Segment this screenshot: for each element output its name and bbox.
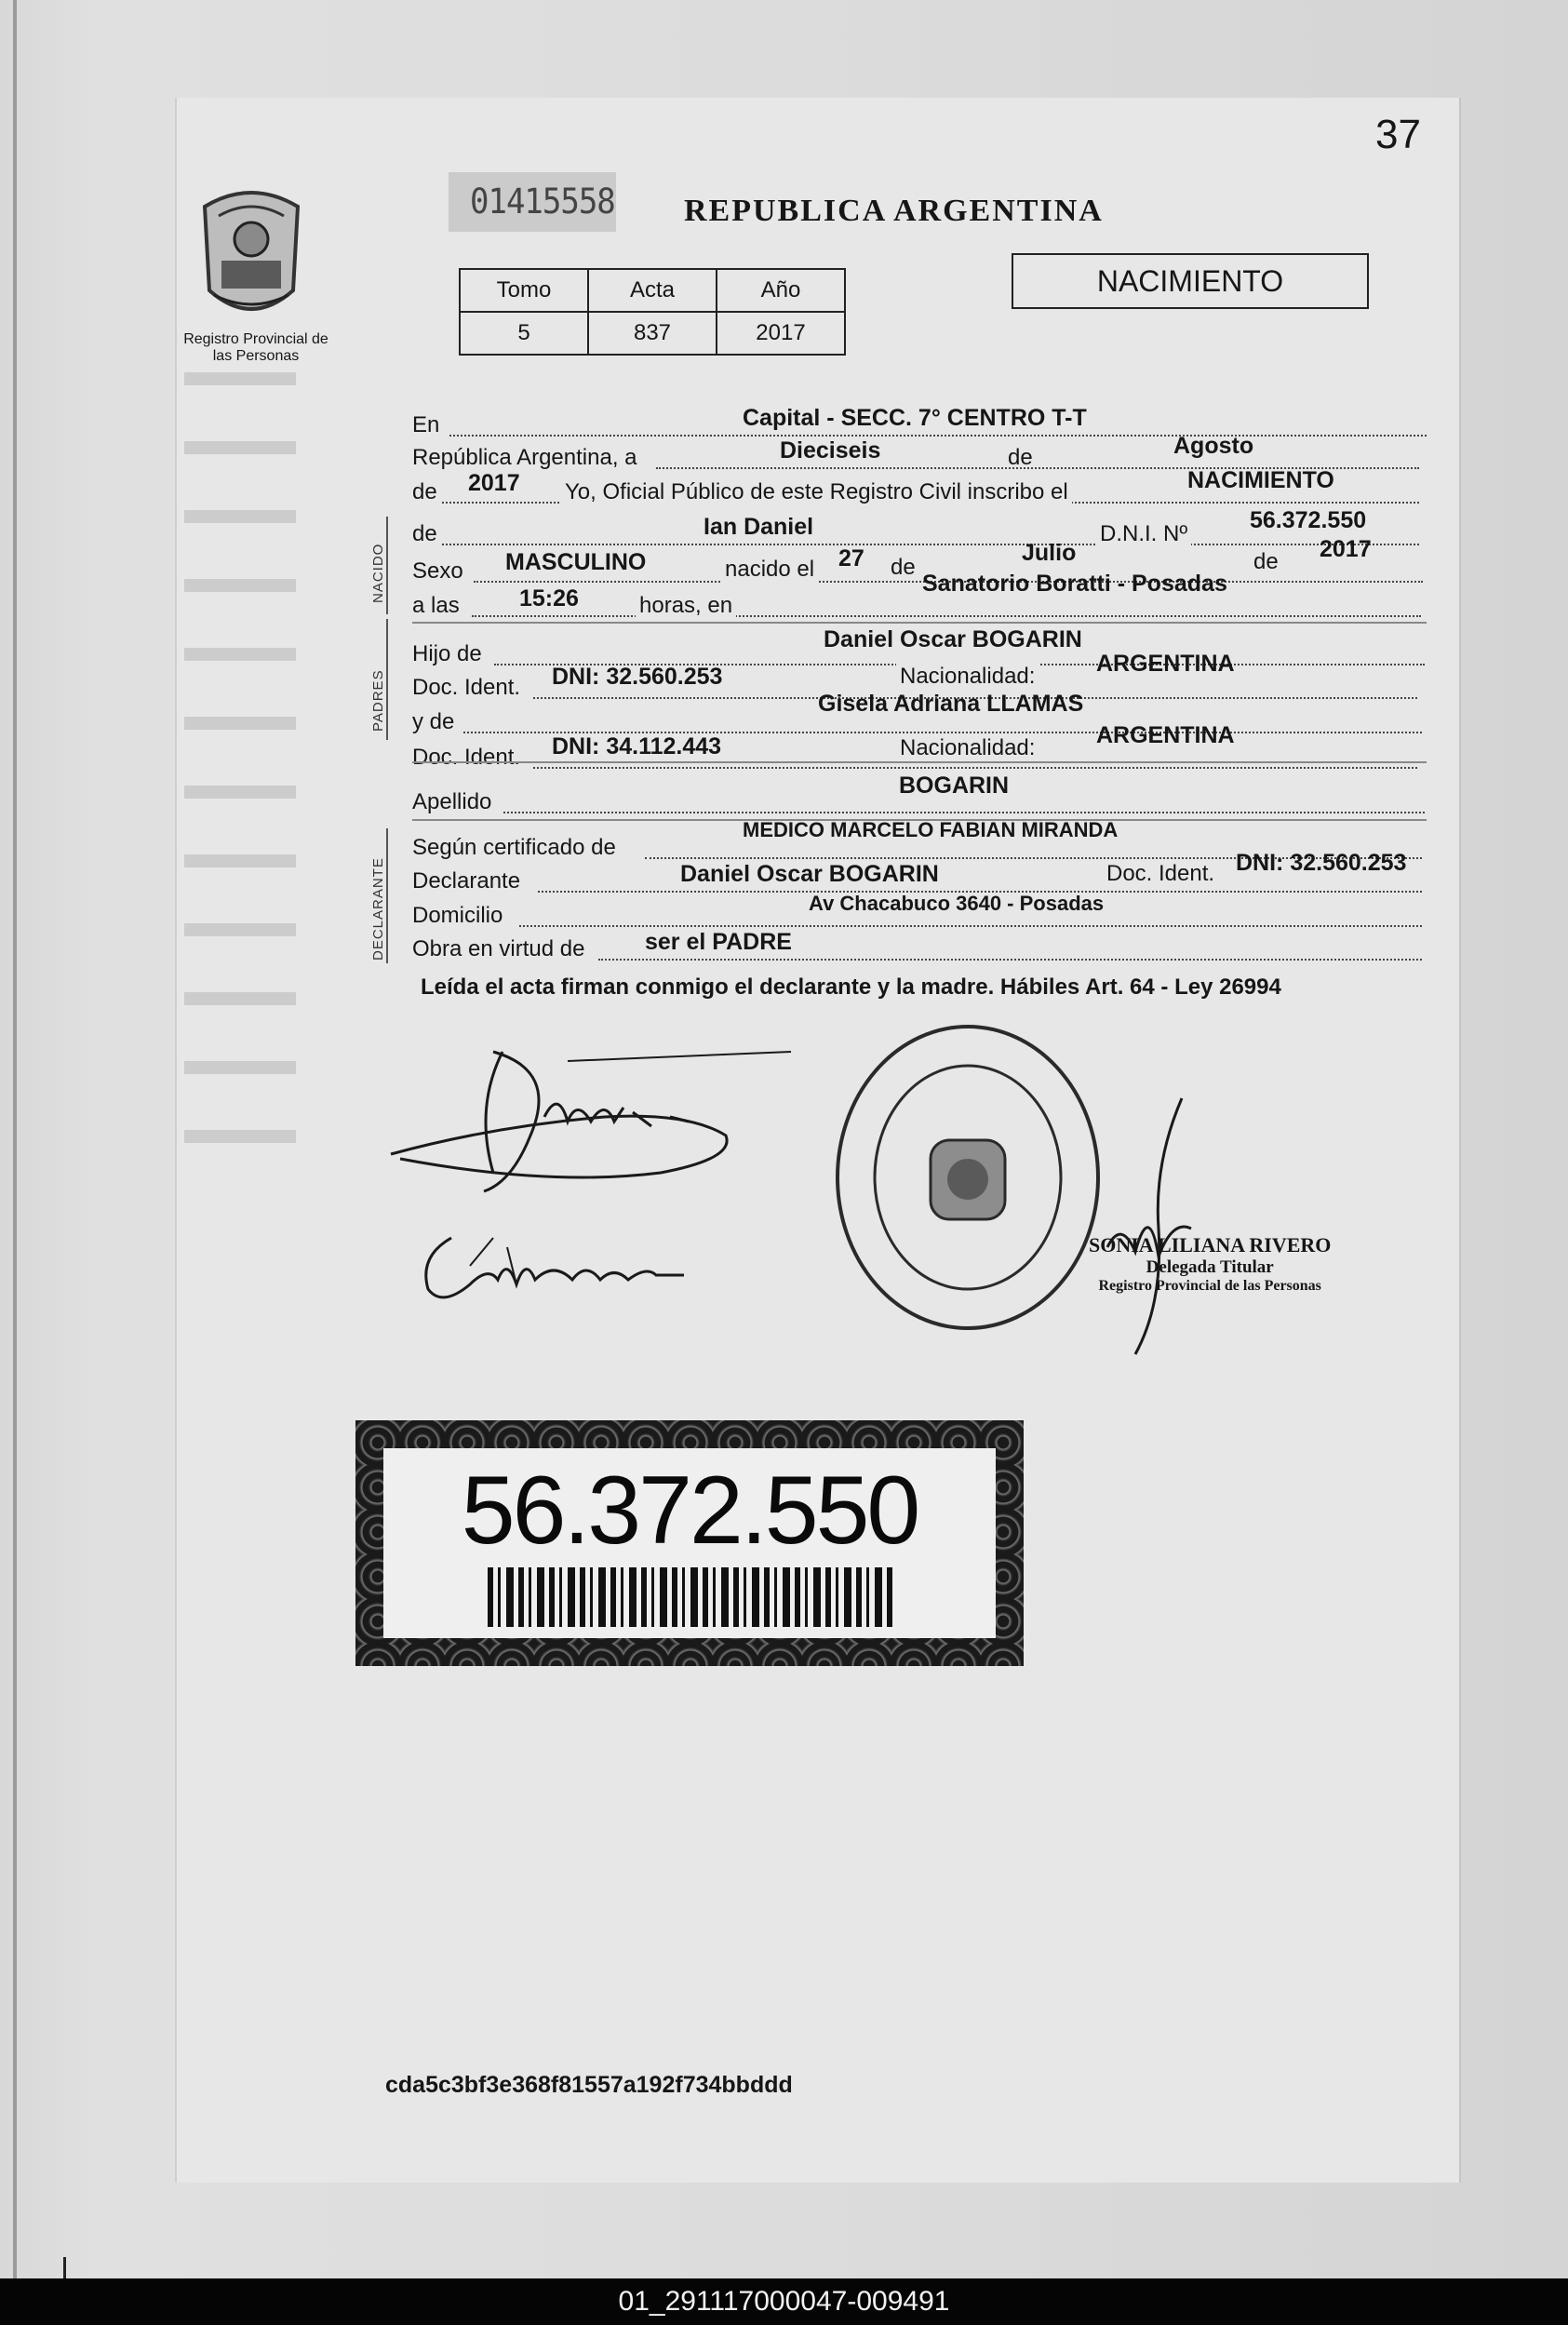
label-hijo-de: Hijo de — [412, 641, 482, 666]
value-domicilio: Av Chacabuco 3640 - Posadas — [809, 892, 1105, 915]
label-de-anio: de — [412, 479, 437, 504]
label-a-las: a las — [412, 593, 460, 618]
label-dni: D.N.I. Nº — [1096, 521, 1191, 547]
dotted-line — [533, 767, 1417, 769]
field-row-nombre — [412, 507, 1427, 549]
label-republica: República Argentina, a — [412, 445, 637, 470]
officer-signature-icon — [1070, 1089, 1219, 1368]
dotted-line — [472, 615, 1421, 617]
section-divider — [386, 517, 388, 614]
label-horas-en: horas, en — [636, 593, 736, 619]
value-obra: ser el PADRE — [645, 929, 792, 955]
section-label-nacido: NACIDO — [370, 543, 386, 603]
value-dni: 56.372.550 — [1250, 507, 1367, 533]
value-dia-nac: 27 — [838, 545, 864, 571]
label-y-de: y de — [412, 709, 455, 734]
value-padre-nac: ARGENTINA — [1096, 651, 1235, 677]
field-row-madre — [412, 691, 1427, 737]
label-dni-number: 56.372.550 — [461, 1457, 918, 1565]
value-acto: NACIMIENTO — [1187, 467, 1334, 493]
field-row-obra — [412, 929, 1427, 966]
label-nacionalidad-2: Nacionalidad: — [896, 735, 1039, 761]
section-divider — [386, 619, 388, 740]
value-lugar: Capital - SECC. 7° CENTRO T-T — [743, 405, 1087, 431]
label-yo-oficial: Yo, Oficial Público de este Registro Civil inscribo el — [561, 479, 1072, 505]
field-row-sexo — [412, 536, 1427, 586]
value-lugar-nac: Sanatorio Boratti - Posadas — [922, 571, 1227, 597]
scan-edge — [13, 0, 17, 2278]
value-mes: Agosto — [1173, 433, 1254, 459]
bleed-through-marks — [175, 316, 361, 1806]
field-row-apellido — [412, 773, 1427, 815]
label-inner — [383, 1448, 996, 1638]
value-sexo: MASCULINO — [505, 549, 647, 575]
value-nombre: Ian Daniel — [704, 514, 814, 540]
label-sexo: Sexo — [412, 558, 463, 584]
value-declarante-doc: DNI: 32.560.253 — [1236, 850, 1407, 876]
mother-signature-icon — [414, 1219, 721, 1312]
label-apellido: Apellido — [412, 789, 492, 814]
value-apellido: BOGARIN — [899, 773, 1010, 799]
value-anio: 2017 — [468, 470, 520, 496]
section-separator — [412, 622, 1427, 624]
section-label-declarante: DECLARANTE — [370, 857, 386, 961]
barcode-icon — [488, 1567, 897, 1627]
officer-block — [1089, 1233, 1331, 1295]
label-segun-certificado: Según certificado de — [412, 835, 616, 860]
registry-stamp-icon — [828, 1019, 1107, 1336]
logo-caption: Registro Provincial de las Personas — [183, 331, 328, 364]
value-dia: Dieciseis — [780, 437, 881, 464]
page-number: 37 — [1375, 112, 1421, 157]
value-declarante: Daniel Oscar BOGARIN — [680, 861, 939, 887]
value-madre-nac: ARGENTINA — [1096, 722, 1235, 748]
dotted-line — [503, 812, 1425, 813]
value-hora: 15:26 — [519, 585, 579, 611]
declarant-signature-icon — [382, 1033, 800, 1210]
closing-statement: Leída el acta firman conmigo el declarante y la madre. Hábiles Art. 64 - Ley 26994 — [421, 974, 1281, 1000]
table-cell-acta: 837 — [588, 312, 717, 355]
serial-number: 01415558 — [470, 181, 615, 222]
officer-office: Registro Provincial de las Personas — [1098, 1278, 1321, 1294]
provincial-seal-icon — [195, 188, 307, 328]
section-label-padres: PADRES — [370, 669, 386, 732]
dotted-line — [442, 544, 1419, 545]
dotted-line — [449, 435, 1427, 437]
field-row-madre-doc — [412, 722, 1427, 771]
label-de-anio-nac: de — [1250, 549, 1282, 575]
label-doc-ident: Doc. Ident. — [412, 675, 521, 700]
label-doc-ident-3: Doc. Ident. — [1103, 861, 1218, 887]
label-obra: Obra en virtud de — [412, 936, 585, 961]
label-nacido-el: nacido el — [721, 557, 818, 583]
field-row-domicilio — [412, 892, 1427, 933]
value-madre: Gisela Adriana LLAMAS — [818, 691, 1084, 717]
section-divider — [386, 828, 388, 963]
table-header-acta: Acta — [588, 269, 717, 312]
dotted-line — [598, 959, 1422, 961]
table-header-anio: Año — [717, 269, 845, 312]
acta-table — [459, 268, 846, 356]
section-separator — [412, 761, 1427, 763]
label-de-nombre: de — [412, 521, 437, 546]
value-certificado: MEDICO MARCELO FABIAN MIRANDA — [743, 818, 1119, 841]
value-mes-nac: Julio — [1022, 540, 1077, 566]
value-padre-doc: DNI: 32.560.253 — [552, 664, 723, 690]
scan-mark — [63, 2257, 66, 2278]
table-cell-anio: 2017 — [717, 312, 845, 355]
dni-label-sticker — [355, 1420, 1024, 1666]
label-en: En — [412, 412, 440, 437]
document-title: REPUBLICA ARGENTINA — [684, 194, 1104, 228]
table-cell-tomo: 5 — [460, 312, 588, 355]
label-doc-ident-2: Doc. Ident. — [412, 745, 521, 770]
label-domicilio: Domicilio — [412, 903, 503, 928]
value-padre: Daniel Oscar BOGARIN — [824, 626, 1082, 652]
dotted-line — [519, 925, 1422, 927]
field-row-lugar — [412, 405, 1427, 442]
label-de: de — [1008, 445, 1033, 470]
label-declarante: Declarante — [412, 868, 521, 894]
field-row-padre — [412, 626, 1427, 667]
record-type-box: NACIMIENTO — [1012, 253, 1369, 309]
footer-id: 01_291117000047-009491 — [0, 2278, 1568, 2325]
field-row-acto — [412, 467, 1427, 507]
officer-title: Delegada Titular — [1146, 1257, 1274, 1277]
value-anio-nac: 2017 — [1320, 536, 1372, 562]
label-nacionalidad: Nacionalidad: — [896, 664, 1039, 690]
label-de-mes: de — [887, 555, 919, 581]
value-madre-doc: DNI: 34.112.443 — [552, 733, 722, 759]
table-header-tomo: Tomo — [460, 269, 588, 312]
document-hash: cda5c3bf3e368f81557a192f734bbddd — [385, 2072, 793, 2098]
officer-name: SONIA LILIANA RIVERO — [1089, 1233, 1332, 1257]
